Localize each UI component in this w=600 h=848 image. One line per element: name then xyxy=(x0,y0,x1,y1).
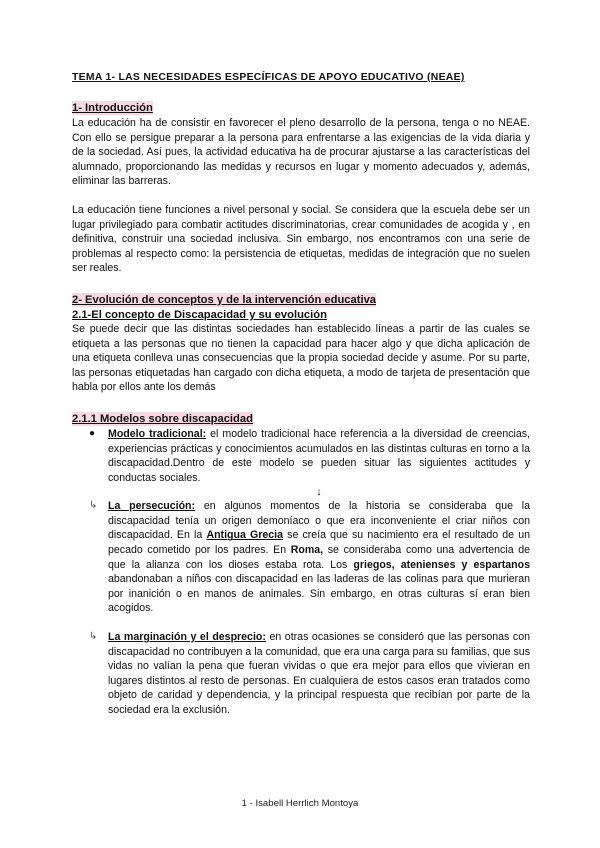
modelo-text: el modelo tradicional hace referencia a la diversidad de creencias, experiencias prácticas y conocimientos acumulados en las distintas culturas en torno a la discapacidad.Dentro de este modelo se pueden situar las siguientes actitudes y conductas sociales. xyxy=(108,427,530,484)
persecucion-text-3: se consideraba como una advertencia de que la alianza con los dioses estaba rota. Los xyxy=(108,544,531,571)
intro-paragraph-1: La educación ha de consistir en favorecer el pleno desarrollo de la persona, tenga o no NEAE. Con ello se persigue preparar a la persona para enfrentarse a las exigencias de la vida diaria y de la sociedad. Así pues, la actividad educativa ha de procurar ajustarse a las características del alumnado, proporcionando las medidas y recursos en lugar y momento adecuados y, además, eliminar las barreras. xyxy=(72,117,530,188)
persecucion-text-4: abandonaban a niños con discapacidad en las laderas de las colinas para que murieran por inanición o en manos de animales. Sin embargo, en otras culturas sí eran bien acogidos. xyxy=(108,573,530,615)
list-item-marginacion xyxy=(72,630,530,718)
griegos-term: griegos, atenienses y espartanos xyxy=(353,558,531,571)
subsection-heading-modelos: 2.1.1 Modelos sobre discapacidad xyxy=(72,412,253,425)
discapacidad-paragraph: Se puede decir que las distintas sociedades han establecido líneas a partir de las cuales se etiqueta a las personas que no tienen la capacidad para hacer algo y que dicha aplicación de una etiqueta conlleva unas consecuencias que la propia sociedad decide y asume. Por su parte, las personas etiquetadas han cargado con dicha etiqueta, a modo de tarjeta de presentación que habla por ellos ante los demás xyxy=(72,322,530,394)
subsection-heading-discapacidad: 2.1-El concepto de Discapacidad y su evolución xyxy=(72,308,327,321)
bullet-dot-icon: ● xyxy=(89,427,96,439)
marginacion-text: en otras ocasiones se consideró que las personas con discapacidad no contribuyen a la comunidad, que era una carga para su familias, que sus vidas no valían la pena que fueran vividas o que era mejor para ellos que vivieran en lugares distintos al resto de personas. En cualquiera de estos casos eran tratados como objeto de caridad y dependencia, y la principal respuesta que recibían por parte de la sociedad era la exclusión. xyxy=(108,631,530,716)
persecucion-text-1: en algunos momentos de la historia se consideraba que la discapacidad tenía un origen demoníaco o que era inconveniente el criar niños con discapacidad. En la xyxy=(108,500,530,542)
modelo-term: Modelo tradicional: xyxy=(108,427,207,440)
list-item-persecucion xyxy=(72,499,530,616)
section-heading-introduccion: 1- Introducción xyxy=(72,102,153,114)
marginacion-term: La marginación y el desprecio: xyxy=(108,631,266,644)
document-title: TEMA 1- LAS NECESIDADES ESPECÍFICAS DE APOYO EDUCATIVO (NEAE) xyxy=(72,72,465,83)
persecucion-text-2: se creía que su nacimiento era el resultado de un pecado cometido por los padres. En xyxy=(108,529,530,557)
intro-paragraph-2: La educación tiene funciones a nivel personal y social. Se considera que la escuela debe ser un lugar privilegiado para combatir actitudes discriminatorias, crear comunidades de acogida y , en definitiva, construir una sociedad inclusiva. Sin embargo, nos encontramos con una serie de problemas al respecto como: la persistencia de etiquetas, medidas de integración que no suelen ser reales. xyxy=(72,203,530,275)
page-footer: 1 - Isabell Herrlich Montoya xyxy=(241,798,359,809)
down-arrow-icon: ↓ xyxy=(316,486,322,499)
section-heading-evolucion: 2- Evolución de conceptos y de la intervención educativa xyxy=(72,293,377,306)
antigua-grecia-term: Antigua Grecia xyxy=(206,529,283,542)
sub-arrow-icon: ↳ xyxy=(89,500,98,512)
list-item-modelo-tradicional xyxy=(72,427,530,485)
roma-term: Roma, xyxy=(290,544,324,557)
persecucion-term: La persecución: xyxy=(108,500,196,513)
sub-arrow-icon: ↳ xyxy=(89,631,98,643)
document-page xyxy=(72,70,530,718)
